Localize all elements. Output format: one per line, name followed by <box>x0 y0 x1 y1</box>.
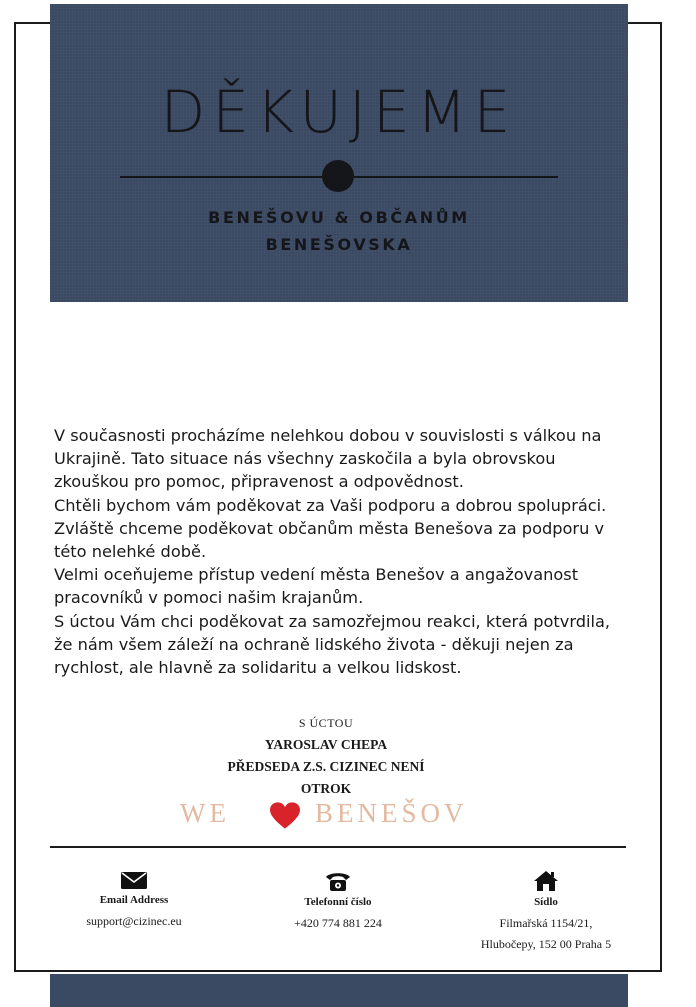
letter-line: rychlost, ale hlavně za solidaritu a velkou lidskost. <box>54 658 462 678</box>
phone-label: Telefonní číslo <box>304 896 372 908</box>
letter-line: této nelehké době. <box>54 542 207 562</box>
letter-body <box>54 424 634 679</box>
contact-email <box>34 870 234 932</box>
banner-subtitle-line1: BENEŠOVU & OBČANŮM <box>208 208 470 227</box>
letter-line: S úctou Vám chci poděkovat za samozřejmou reakci, která potvrdila, <box>54 611 611 631</box>
banner-divider-dot <box>322 160 354 192</box>
address-line2: Hlubočepy, 152 00 Praha 5 <box>480 937 612 951</box>
letter-line: zkouškou pro pomoc, připravenost a odpovědnost. <box>54 472 464 492</box>
letter-line: Velmi oceňujeme přístup vedení města Benešov a angažovanost <box>54 565 579 585</box>
footer-divider <box>50 846 626 848</box>
envelope-icon <box>121 870 147 890</box>
phone-value[interactable]: +420 774 881 224 <box>294 916 382 930</box>
bottom-band <box>50 974 628 1007</box>
signature-greeting: S ÚCTOU <box>298 716 354 730</box>
address-label: Sídlo <box>534 896 558 908</box>
address-value <box>446 913 646 955</box>
telephone-icon <box>325 870 351 892</box>
letter-line: Chtěli bychom vám poděkovat za Vaši podporu a dobrou spolupráci. <box>54 495 607 515</box>
we-love-benesov-slogan <box>180 798 510 834</box>
letter-line: Ukrajině. Tato situace nás všechny zaskočila a byla obrovskou <box>54 449 556 469</box>
contact-phone <box>238 870 438 934</box>
banner-title: DĚKUJEME <box>160 78 518 146</box>
house-icon <box>533 870 559 892</box>
signature-role-continued: OTROK <box>300 781 352 796</box>
contact-address <box>446 870 646 955</box>
signature-name: YAROSLAV CHEPA <box>264 737 388 752</box>
letter-line: pracovníků v pomoci našim krajanům. <box>54 588 364 608</box>
email-value[interactable]: support@cizinec.eu <box>86 914 182 928</box>
signature-role: PŘEDSEDA Z.S. CIZINEC NENÍ <box>227 759 425 774</box>
heart-icon <box>270 802 300 830</box>
slogan-benesov: BENEŠOV <box>315 798 468 828</box>
letter-line: V současnosti procházíme nelehkou dobou v souvislosti s válkou na <box>54 426 602 445</box>
letter-line: Zvláště chceme poděkovat občanům města Benešova za podporu v <box>54 518 605 538</box>
banner-subtitle-line2: BENEŠOVSKA <box>265 235 413 254</box>
letter-line: že nám všem záleží na ochraně lidského života - děkuji nejen za <box>54 634 574 654</box>
thank-you-banner <box>50 4 628 302</box>
email-label: Email Address <box>99 894 169 906</box>
address-line1: Filmařská 1154/21, <box>499 916 593 930</box>
slogan-we: WE <box>180 798 230 828</box>
